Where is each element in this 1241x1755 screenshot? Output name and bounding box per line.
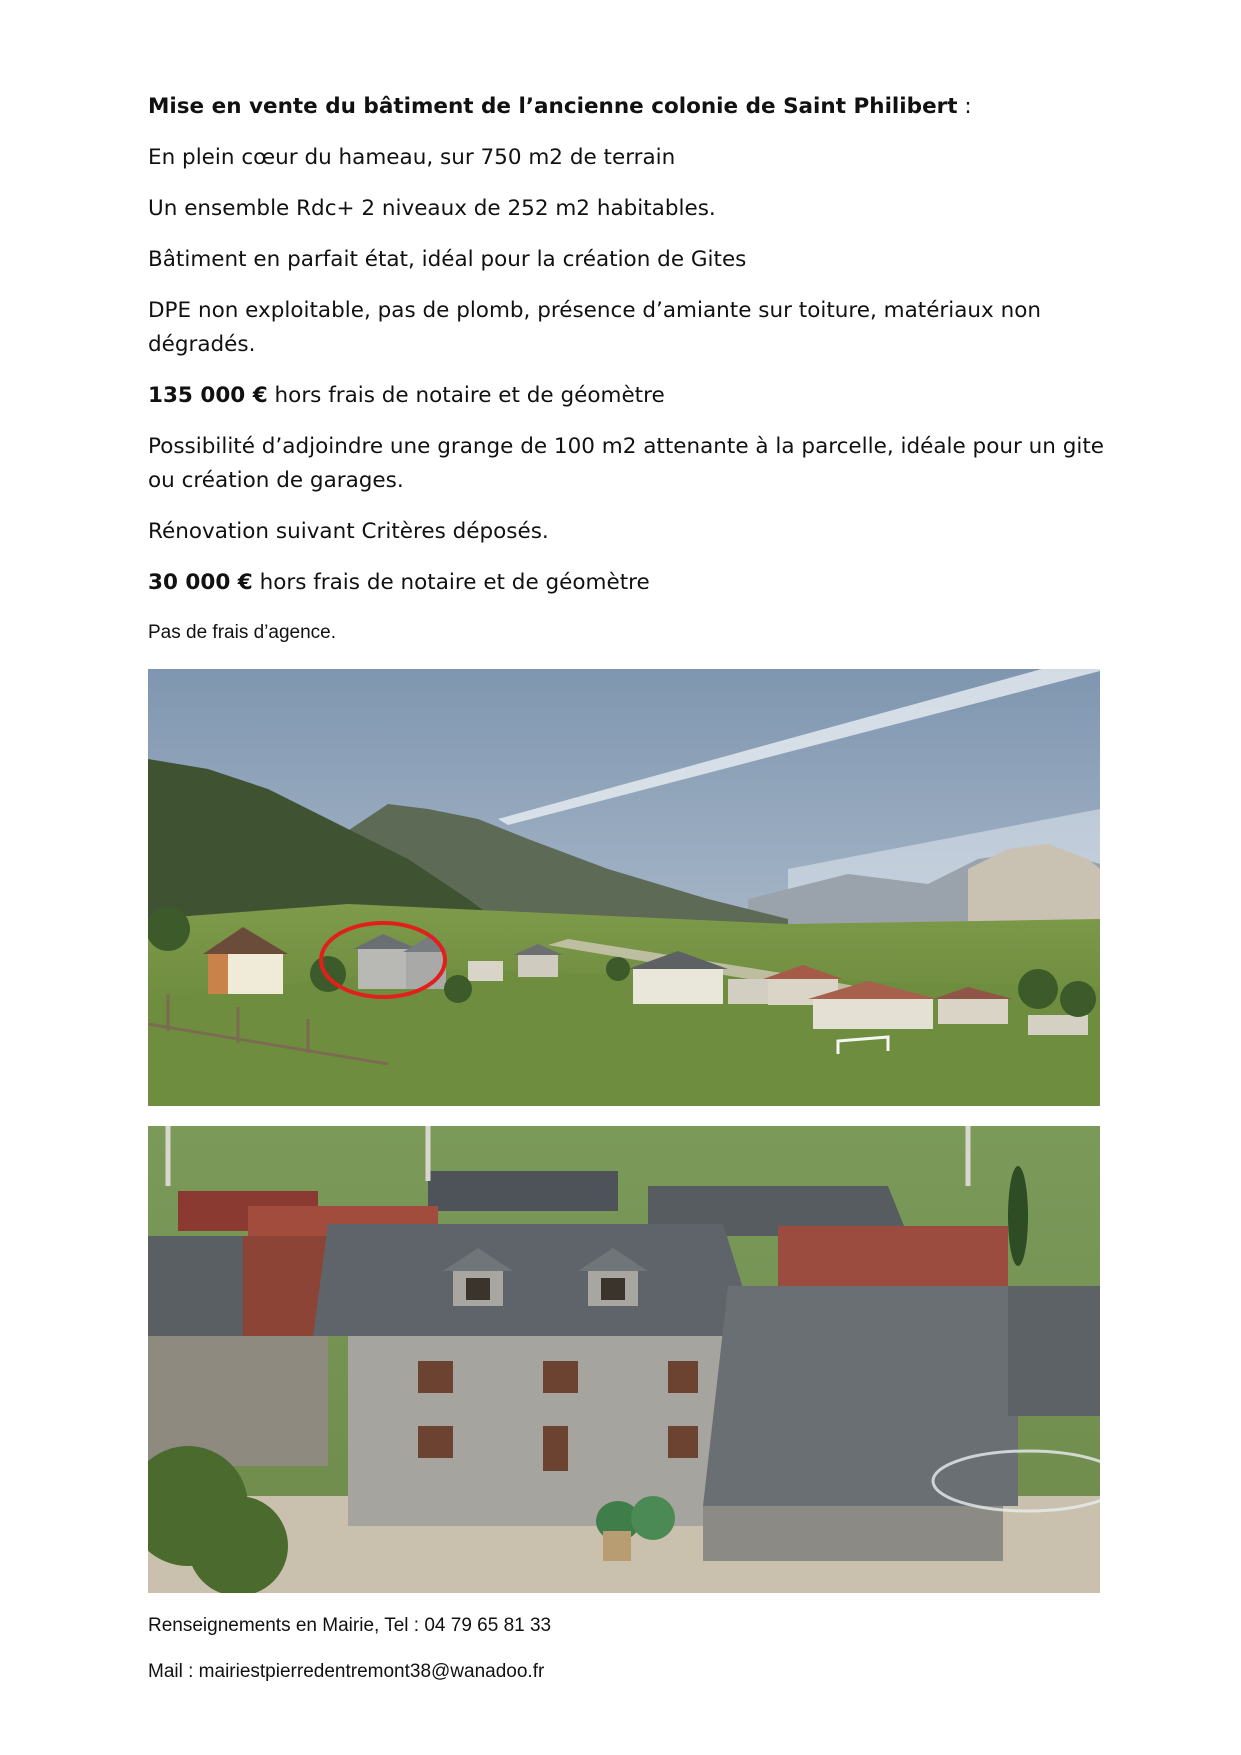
ad-price-barn [148, 566, 1108, 600]
building-illustration [148, 1126, 1100, 1593]
contact-mail: Mail : mairiestpierredentremont38@wanadoo.fr [148, 1661, 545, 1682]
ad-line-renovation: Rénovation suivant Critères déposés. [148, 519, 549, 544]
ad-title-suffix: : [957, 94, 972, 119]
contact-phone: Renseignements en Mairie, Tel : 04 79 65 81 33 [148, 1615, 552, 1636]
main-roof [313, 1224, 758, 1336]
price-building-text: hors frais de notaire et de géomètre [267, 383, 665, 408]
ad-line-terrain: En plein cœur du hameau, sur 750 m2 de terrain [148, 145, 676, 170]
foreground-field [148, 969, 1100, 1106]
ad-line-condition: Bâtiment en parfait état, idéal pour la création de Gites [148, 247, 747, 272]
ad-line-surface: Un ensemble Rdc+ 2 niveaux de 252 m2 habitables. [148, 196, 716, 221]
barn-wall [703, 1506, 1003, 1561]
cypress-tree [1008, 1166, 1028, 1266]
back-roof [428, 1171, 618, 1211]
left-barn-roof [148, 1236, 258, 1336]
ad-title [148, 90, 1108, 124]
ad-price-building [148, 379, 1108, 413]
ad-title-text: Mise en vente du bâtiment de l’ancienne colonie de Saint Philibert [148, 94, 958, 119]
ad-no-agency-fees: Pas de frais d’agence. [148, 622, 337, 643]
building-photo [148, 1126, 1100, 1593]
far-right-roof [1008, 1286, 1100, 1416]
left-barn-wall [148, 1336, 328, 1466]
ad-line-barn: Possibilité d’adjoindre une grange de 100 m2 attenante à la parcelle, idéale pour un gite ou création de garages. [148, 434, 1105, 493]
landscape-photo [148, 669, 1100, 1106]
price-barn-text: hors frais de notaire et de géomètre [252, 570, 650, 595]
landscape-illustration [148, 669, 1100, 1106]
price-building-amount: 135 000 € [148, 383, 268, 408]
ad-line-diagnostics: DPE non exploitable, pas de plomb, présence d’amiante sur toiture, matériaux non dégradés. [148, 298, 1042, 357]
barn-roof [703, 1286, 1018, 1506]
price-barn-amount: 30 000 € [148, 570, 253, 595]
